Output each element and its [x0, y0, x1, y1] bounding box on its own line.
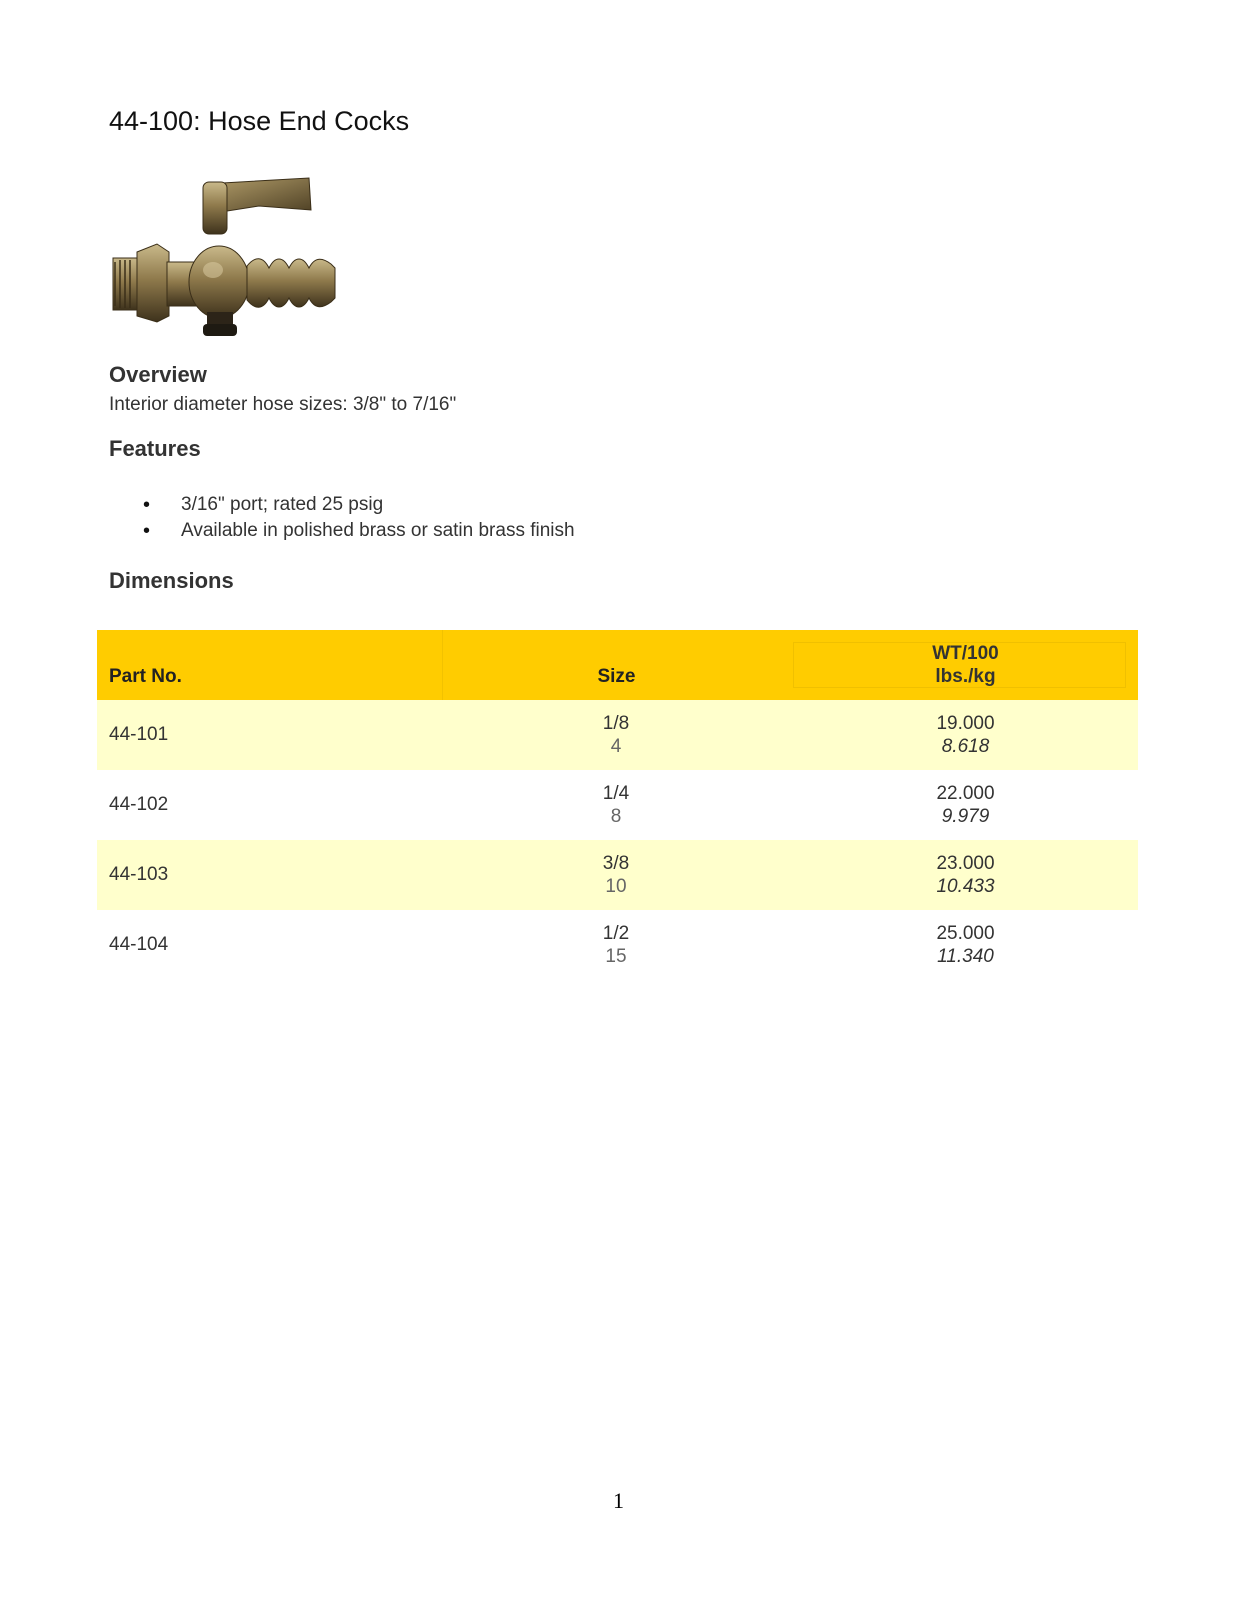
page-title: 44-100: Hose End Cocks	[109, 106, 410, 136]
weight-lbs: 25.000	[936, 923, 995, 944]
page-number: 1	[613, 1488, 624, 1513]
header-weight-line2: lbs./kg	[935, 666, 996, 687]
weight-lbs: 19.000	[936, 713, 995, 734]
dimensions-heading: Dimensions	[109, 568, 234, 593]
weight-cell	[793, 770, 1138, 840]
overview-text: Interior diameter hose sizes: 3/8" to 7/16"	[109, 394, 457, 415]
part-number: 44-104	[109, 934, 169, 955]
header-part-no: Part No.	[109, 666, 182, 687]
weight-cell	[793, 840, 1138, 910]
part-number: 44-103	[109, 864, 169, 885]
size-mm: 8	[610, 806, 622, 827]
part-number: 44-101	[109, 724, 169, 745]
header-weight-line1: WT/100	[932, 643, 999, 664]
size-cell	[442, 770, 790, 840]
feature-item: • 3/16" port; rated 25 psig	[109, 492, 575, 518]
size-mm: 4	[610, 736, 622, 757]
size-cell	[442, 840, 790, 910]
table-row	[97, 770, 1138, 840]
table-header	[97, 630, 1138, 700]
table-row	[97, 910, 1138, 980]
features-list	[109, 492, 575, 544]
table-row	[97, 840, 1138, 910]
size-inch: 1/2	[602, 923, 630, 944]
weight-lbs: 22.000	[936, 783, 995, 804]
dimensions-table	[97, 630, 1138, 980]
weight-lbs: 23.000	[936, 853, 995, 874]
features-heading: Features	[109, 436, 201, 461]
size-cell	[442, 700, 790, 770]
table-row	[97, 700, 1138, 770]
size-mm: 10	[605, 876, 627, 897]
hose-end-cock-image	[109, 172, 343, 342]
header-size: Size	[442, 630, 790, 700]
size-mm: 15	[605, 946, 627, 967]
overview-heading: Overview	[109, 362, 207, 387]
size-inch: 3/8	[602, 853, 630, 874]
weight-cell	[793, 700, 1138, 770]
weight-kg: 11.340	[937, 946, 994, 967]
feature-item: • Available in polished brass or satin brass finish	[109, 518, 575, 544]
size-cell	[442, 910, 790, 980]
weight-cell	[793, 910, 1138, 980]
header-weight	[793, 630, 1138, 700]
hose-end-cock-icon	[109, 172, 343, 342]
weight-kg: 9.979	[941, 806, 990, 827]
weight-kg: 10.433	[936, 876, 995, 897]
size-inch: 1/4	[602, 783, 630, 804]
size-inch: 1/8	[602, 713, 630, 734]
part-number: 44-102	[109, 794, 169, 815]
weight-kg: 8.618	[941, 736, 990, 757]
